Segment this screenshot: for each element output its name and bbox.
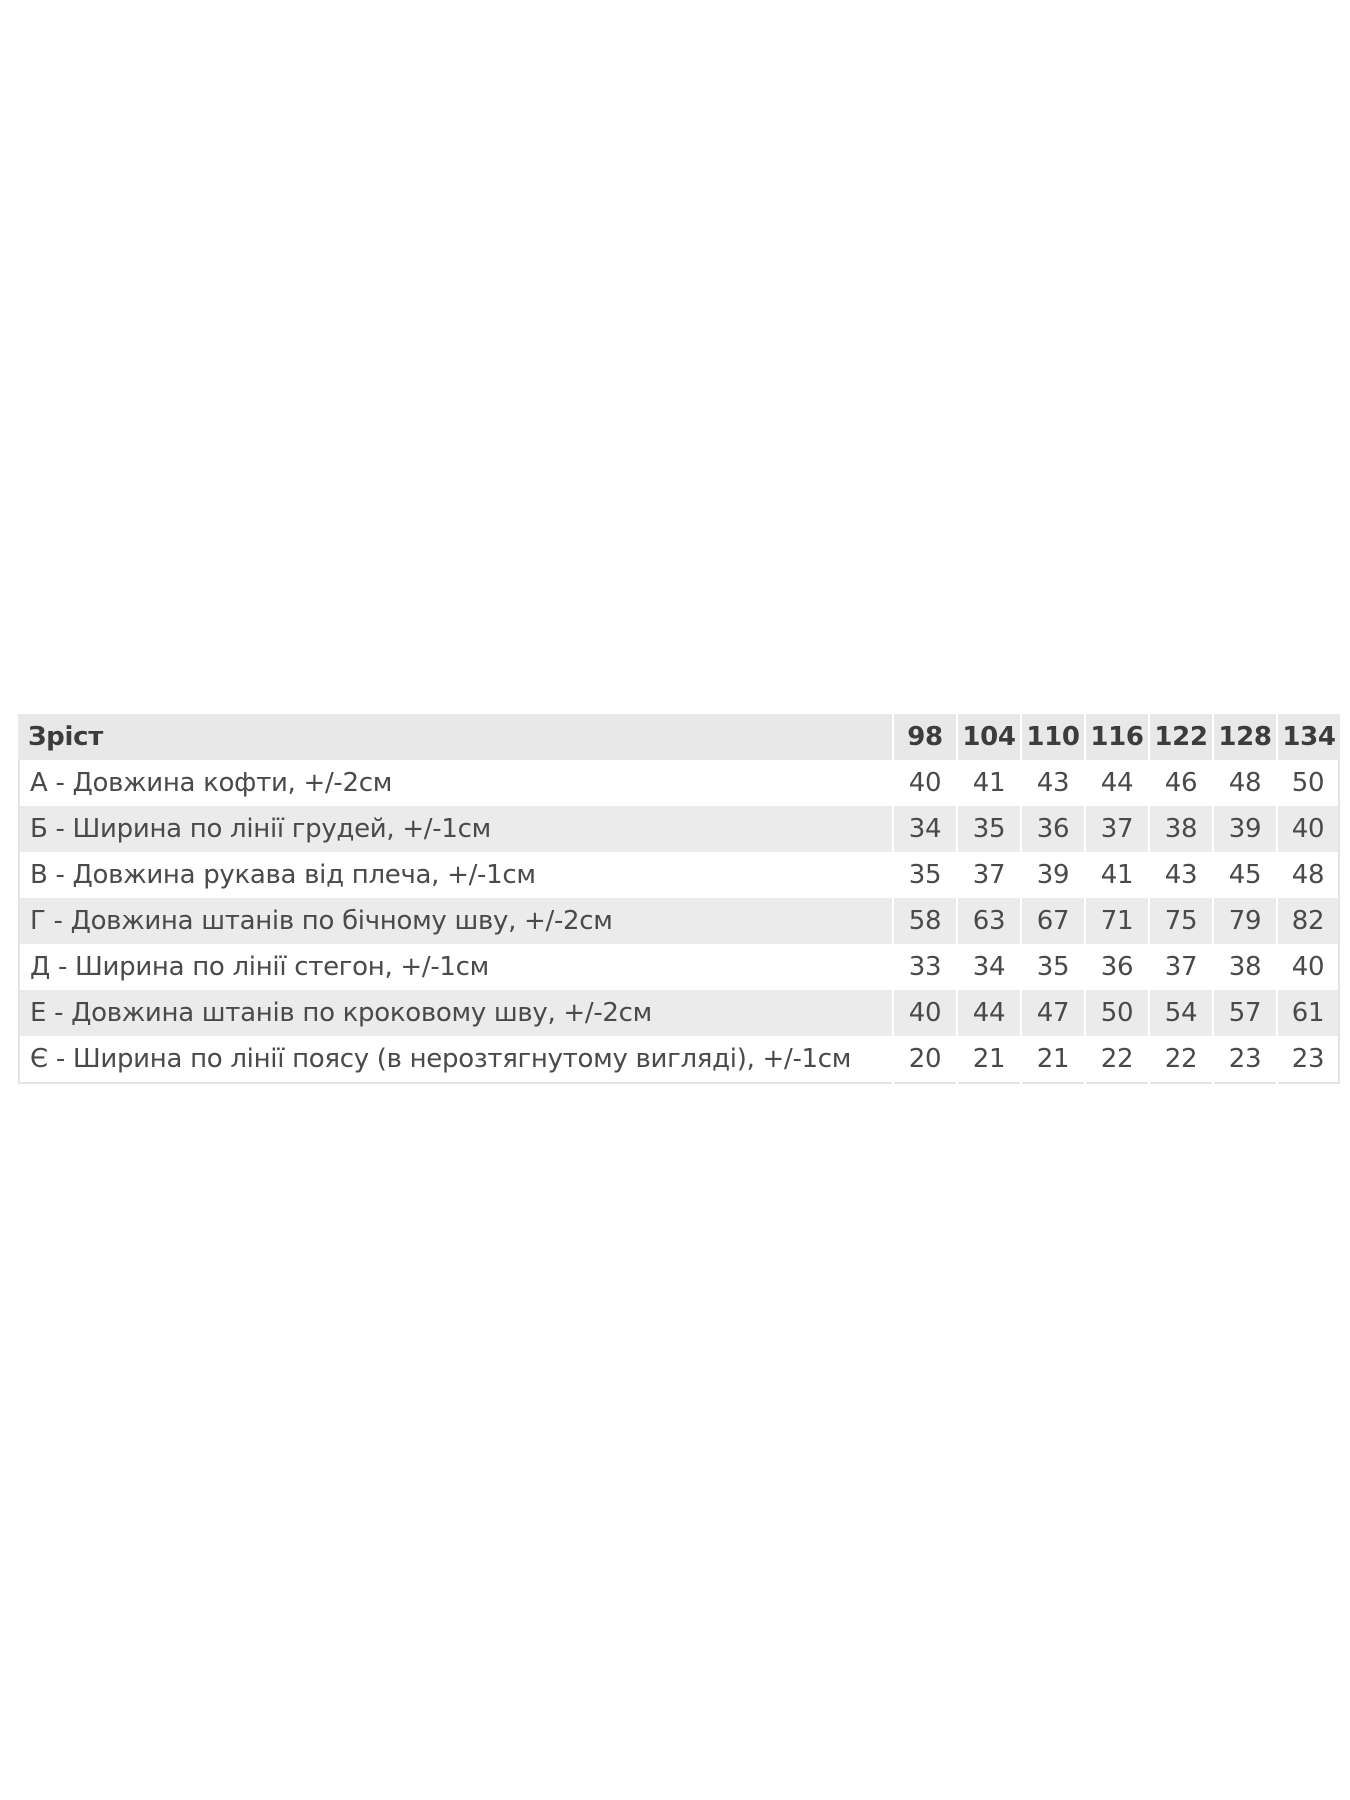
measurement-label: Г - Довжина штанів по бічному шву, +/-2см [18, 898, 892, 944]
measurement-value: 21 [1022, 1036, 1084, 1084]
measurement-value: 35 [1022, 944, 1084, 990]
measurement-value: 50 [1278, 760, 1340, 806]
measurement-value: 43 [1150, 852, 1212, 898]
measurement-value: 39 [1022, 852, 1084, 898]
measurement-value: 46 [1150, 760, 1212, 806]
measurement-value: 36 [1086, 944, 1148, 990]
measurement-value: 45 [1214, 852, 1276, 898]
measurement-value: 50 [1086, 990, 1148, 1036]
table-row [18, 898, 1340, 944]
measurement-value: 37 [958, 852, 1020, 898]
measurement-value: 82 [1278, 898, 1340, 944]
measurement-value: 37 [1150, 944, 1212, 990]
measurement-value: 36 [1022, 806, 1084, 852]
size-header: 128 [1214, 714, 1276, 760]
size-header: 122 [1150, 714, 1212, 760]
measurement-value: 22 [1150, 1036, 1212, 1084]
measurement-value: 67 [1022, 898, 1084, 944]
measurement-value: 39 [1214, 806, 1276, 852]
measurement-value: 58 [894, 898, 956, 944]
measurement-value: 48 [1278, 852, 1340, 898]
measurement-value: 20 [894, 1036, 956, 1084]
measurement-value: 21 [958, 1036, 1020, 1084]
size-header: 134 [1278, 714, 1340, 760]
measurement-value: 38 [1150, 806, 1212, 852]
measurement-value: 35 [958, 806, 1020, 852]
measurement-value: 75 [1150, 898, 1212, 944]
measurement-label: В - Довжина рукава від плеча, +/-1см [18, 852, 892, 898]
measurement-label: Б - Ширина по лінії грудей, +/-1см [18, 806, 892, 852]
size-header: 104 [958, 714, 1020, 760]
size-header: 98 [894, 714, 956, 760]
measurement-value: 33 [894, 944, 956, 990]
measurement-value: 43 [1022, 760, 1084, 806]
measurement-value: 40 [894, 990, 956, 1036]
table-header-row [18, 714, 1340, 760]
measurement-value: 22 [1086, 1036, 1148, 1084]
measurement-value: 34 [958, 944, 1020, 990]
measurement-value: 40 [1278, 944, 1340, 990]
measurement-label: А - Довжина кофти, +/-2см [18, 760, 892, 806]
size-chart-table [16, 714, 1342, 1084]
measurement-label: Є - Ширина по лінії поясу (в нерозтягнутому вигляді), +/-1см [18, 1036, 892, 1084]
table-row [18, 944, 1340, 990]
size-header: 110 [1022, 714, 1084, 760]
table-row [18, 806, 1340, 852]
measurement-value: 40 [894, 760, 956, 806]
measurement-label: Д - Ширина по лінії стегон, +/-1см [18, 944, 892, 990]
measurement-value: 35 [894, 852, 956, 898]
table-row [18, 990, 1340, 1036]
measurement-value: 23 [1278, 1036, 1340, 1084]
measurement-value: 48 [1214, 760, 1276, 806]
table-row [18, 852, 1340, 898]
measurement-value: 41 [1086, 852, 1148, 898]
measurement-value: 41 [958, 760, 1020, 806]
measurement-value: 38 [1214, 944, 1276, 990]
measurement-value: 61 [1278, 990, 1340, 1036]
measurement-value: 23 [1214, 1036, 1276, 1084]
measurement-value: 44 [958, 990, 1020, 1036]
measurement-value: 44 [1086, 760, 1148, 806]
measurement-value: 71 [1086, 898, 1148, 944]
measurement-value: 47 [1022, 990, 1084, 1036]
measurement-value: 40 [1278, 806, 1340, 852]
measurement-value: 79 [1214, 898, 1276, 944]
table-row [18, 1036, 1340, 1084]
size-header: 116 [1086, 714, 1148, 760]
measurement-value: 34 [894, 806, 956, 852]
measurement-value: 37 [1086, 806, 1148, 852]
measurement-value: 57 [1214, 990, 1276, 1036]
measurement-label: Е - Довжина штанів по кроковому шву, +/-2см [18, 990, 892, 1036]
measurement-value: 54 [1150, 990, 1212, 1036]
table-row [18, 760, 1340, 806]
height-header: Зріст [18, 714, 892, 760]
measurement-value: 63 [958, 898, 1020, 944]
